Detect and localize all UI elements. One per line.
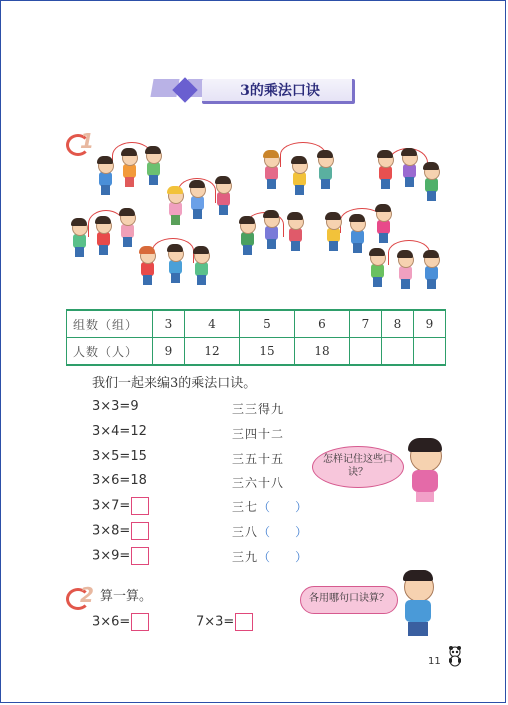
chant-with-blank: 三九（ ） <box>232 550 309 564</box>
equation-with-blank: 3×7= <box>92 497 149 515</box>
table-cell: 15 <box>239 338 294 366</box>
table-cell: 6 <box>294 310 349 338</box>
chant-with-blank: 三七（ ） <box>232 500 309 514</box>
girl-speech-bubble: 怎样记住这些口诀？ <box>312 446 404 488</box>
boy-illustration <box>400 572 436 636</box>
answer-box[interactable] <box>131 613 149 631</box>
table-cell: 12 <box>185 338 240 366</box>
answer-parentheses[interactable]: （ ） <box>258 525 309 539</box>
boy-speech-bubble: 各用哪句口诀算？ <box>300 586 398 614</box>
answer-parentheses[interactable]: （ ） <box>258 550 309 564</box>
row-label-groups: 组数（组） <box>67 310 153 338</box>
table-cell-blank[interactable] <box>413 338 445 366</box>
equation: 3×6=18 <box>92 473 147 488</box>
table-cell-blank[interactable] <box>381 338 413 366</box>
table-cell: 9 <box>413 310 445 338</box>
chant: 三六十八 <box>232 476 285 490</box>
page-number: 11 <box>428 656 441 667</box>
table-row <box>67 310 446 338</box>
equation-with-blank: 3×8= <box>92 522 149 540</box>
lesson-title-banner <box>152 77 358 105</box>
table-cell: 4 <box>185 310 240 338</box>
equation-with-blank: 3×9= <box>92 547 149 565</box>
chant: 三三得九 <box>232 402 285 416</box>
table-cell: 8 <box>381 310 413 338</box>
table-cell: 18 <box>294 338 349 366</box>
table-cell: 3 <box>153 310 185 338</box>
equation: 3×5=15 <box>92 449 147 464</box>
girl-illustration <box>406 440 444 502</box>
panda-icon <box>446 645 464 667</box>
table-cell: 5 <box>239 310 294 338</box>
section-2-marker: 2 <box>66 585 98 607</box>
groups-people-table <box>66 309 446 366</box>
table-cell: 9 <box>153 338 185 366</box>
table-row <box>67 338 446 366</box>
row-label-people: 人数（人） <box>67 338 153 366</box>
answer-box[interactable] <box>235 613 253 631</box>
answer-box[interactable] <box>131 522 149 540</box>
equation: 3×4=12 <box>92 424 147 439</box>
answer-parentheses[interactable]: （ ） <box>258 500 309 514</box>
table-cell-blank[interactable] <box>349 338 381 366</box>
chant: 三五十五 <box>232 452 285 466</box>
chant: 三四十二 <box>232 427 285 441</box>
equation: 3×3=9 <box>92 399 139 414</box>
exercise-2: 7×3= <box>196 613 253 631</box>
chant-with-blank: 三八（ ） <box>232 525 309 539</box>
section-1-marker: 1 <box>66 131 98 153</box>
intro-text: 我们一起来编3的乘法口诀。 <box>92 376 257 391</box>
answer-box[interactable] <box>131 497 149 515</box>
answer-box[interactable] <box>131 547 149 565</box>
table-cell: 7 <box>349 310 381 338</box>
lesson-title: 3的乘法口诀 <box>240 83 320 99</box>
exercise-1: 3×6= <box>92 613 149 631</box>
section-2-instruction: 算一算。 <box>100 589 153 604</box>
